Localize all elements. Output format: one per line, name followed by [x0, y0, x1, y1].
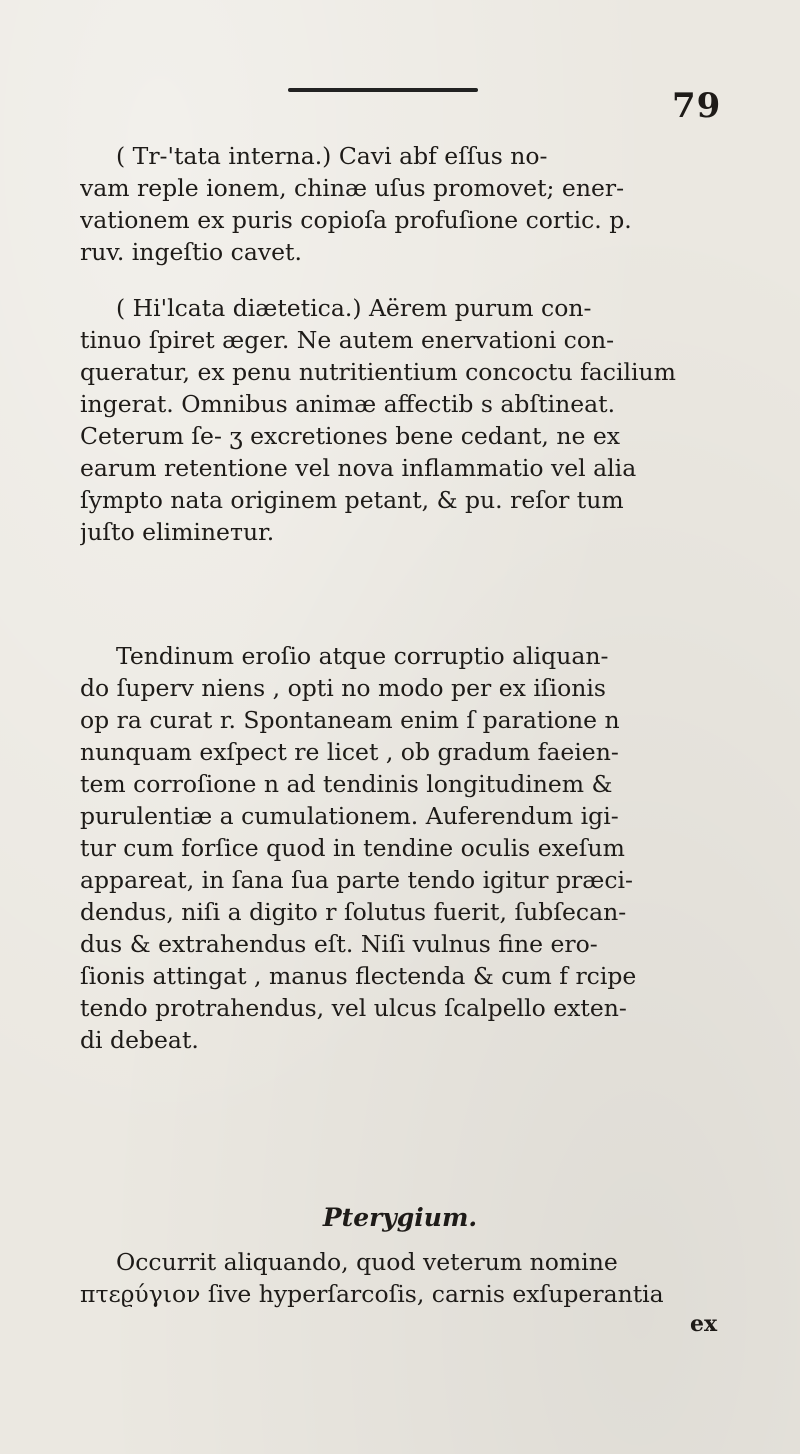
- text-line: tendo protrahendus, vel ulcus ſcalpello exten-: [80, 994, 627, 1022]
- text-line: ( Tr-'tata interna.) Cavi abf eſſus no-: [116, 142, 548, 170]
- text-line: ( Hi'lcata diætetica.) Aërem purum con-: [116, 294, 592, 322]
- page-number: 79: [672, 86, 722, 126]
- text-line: nunquam exſpect re licet , ob gradum faeien-: [80, 738, 619, 766]
- text-line: earum retentione vel nova inflammatio vel alia: [80, 454, 637, 482]
- text-line: tur cum forſice quod in tendine oculis exeſum: [80, 834, 625, 862]
- header-rule: [288, 88, 478, 92]
- text-line: purulentiæ a cumulationem. Auferendum igi-: [80, 802, 619, 830]
- text-line: ſionis attingat , manus flectenda & cum f rcipe: [80, 962, 637, 990]
- catchword: ex: [690, 1311, 718, 1337]
- text-line: tem corroſione n ad tendinis longitudinem &: [80, 770, 613, 798]
- paragraph-3: [80, 640, 730, 1056]
- text-line: dus & extrahendus eſt. Niſi vulnus fine ero-: [80, 930, 598, 958]
- text-line: vationem ex puris copioſa profuſione cortic. p.: [80, 206, 632, 234]
- paragraph-4: [80, 1246, 730, 1310]
- text-line: queratur, ex penu nutritientium concoctu facilium: [80, 358, 676, 386]
- text-line: Ceterum ſe- ʒ excretiones bene cedant, ne ex: [80, 422, 621, 450]
- paragraph-2: [80, 292, 730, 548]
- text-line: Tendinum eroſio atque corruptio aliquan-: [116, 642, 609, 670]
- paragraph-1: [80, 140, 730, 268]
- text-line: do ſuperv niens , opti no modo per ex iſionis: [80, 674, 606, 702]
- text-line: dendus, niſi a digito r ſolutus fuerit, ſubſecan-: [80, 898, 627, 926]
- text-line: ingerat. Omnibus animæ affectib s abſtineat.: [80, 390, 616, 418]
- section-heading: Pterygium.: [322, 1203, 478, 1232]
- text-line: Occurrit aliquando, quod veterum nomine: [116, 1248, 618, 1276]
- text-line: vam reple ionem, chinæ uſus promovet; ener-: [80, 174, 625, 202]
- text-line: di debeat.: [80, 1026, 199, 1054]
- text-line: op ra curat r. Spontaneam enim ſ paratione n: [80, 706, 620, 734]
- text-line: appareat, in ſana ſua parte tendo igitur præci-: [80, 866, 633, 894]
- text-line: juſto elimineтur.: [80, 518, 275, 546]
- text-line: tinuo ſpiret æger. Ne autem enervationi con-: [80, 326, 615, 354]
- text-line: ſympto nata originem petant, & pu. reſor tum: [80, 486, 624, 514]
- text-line: πτεϱύγιον ſive hyperſarcoſis, carnis exſuperantia: [80, 1280, 664, 1308]
- text-line: ruv. ingeſtio cavet.: [80, 238, 302, 266]
